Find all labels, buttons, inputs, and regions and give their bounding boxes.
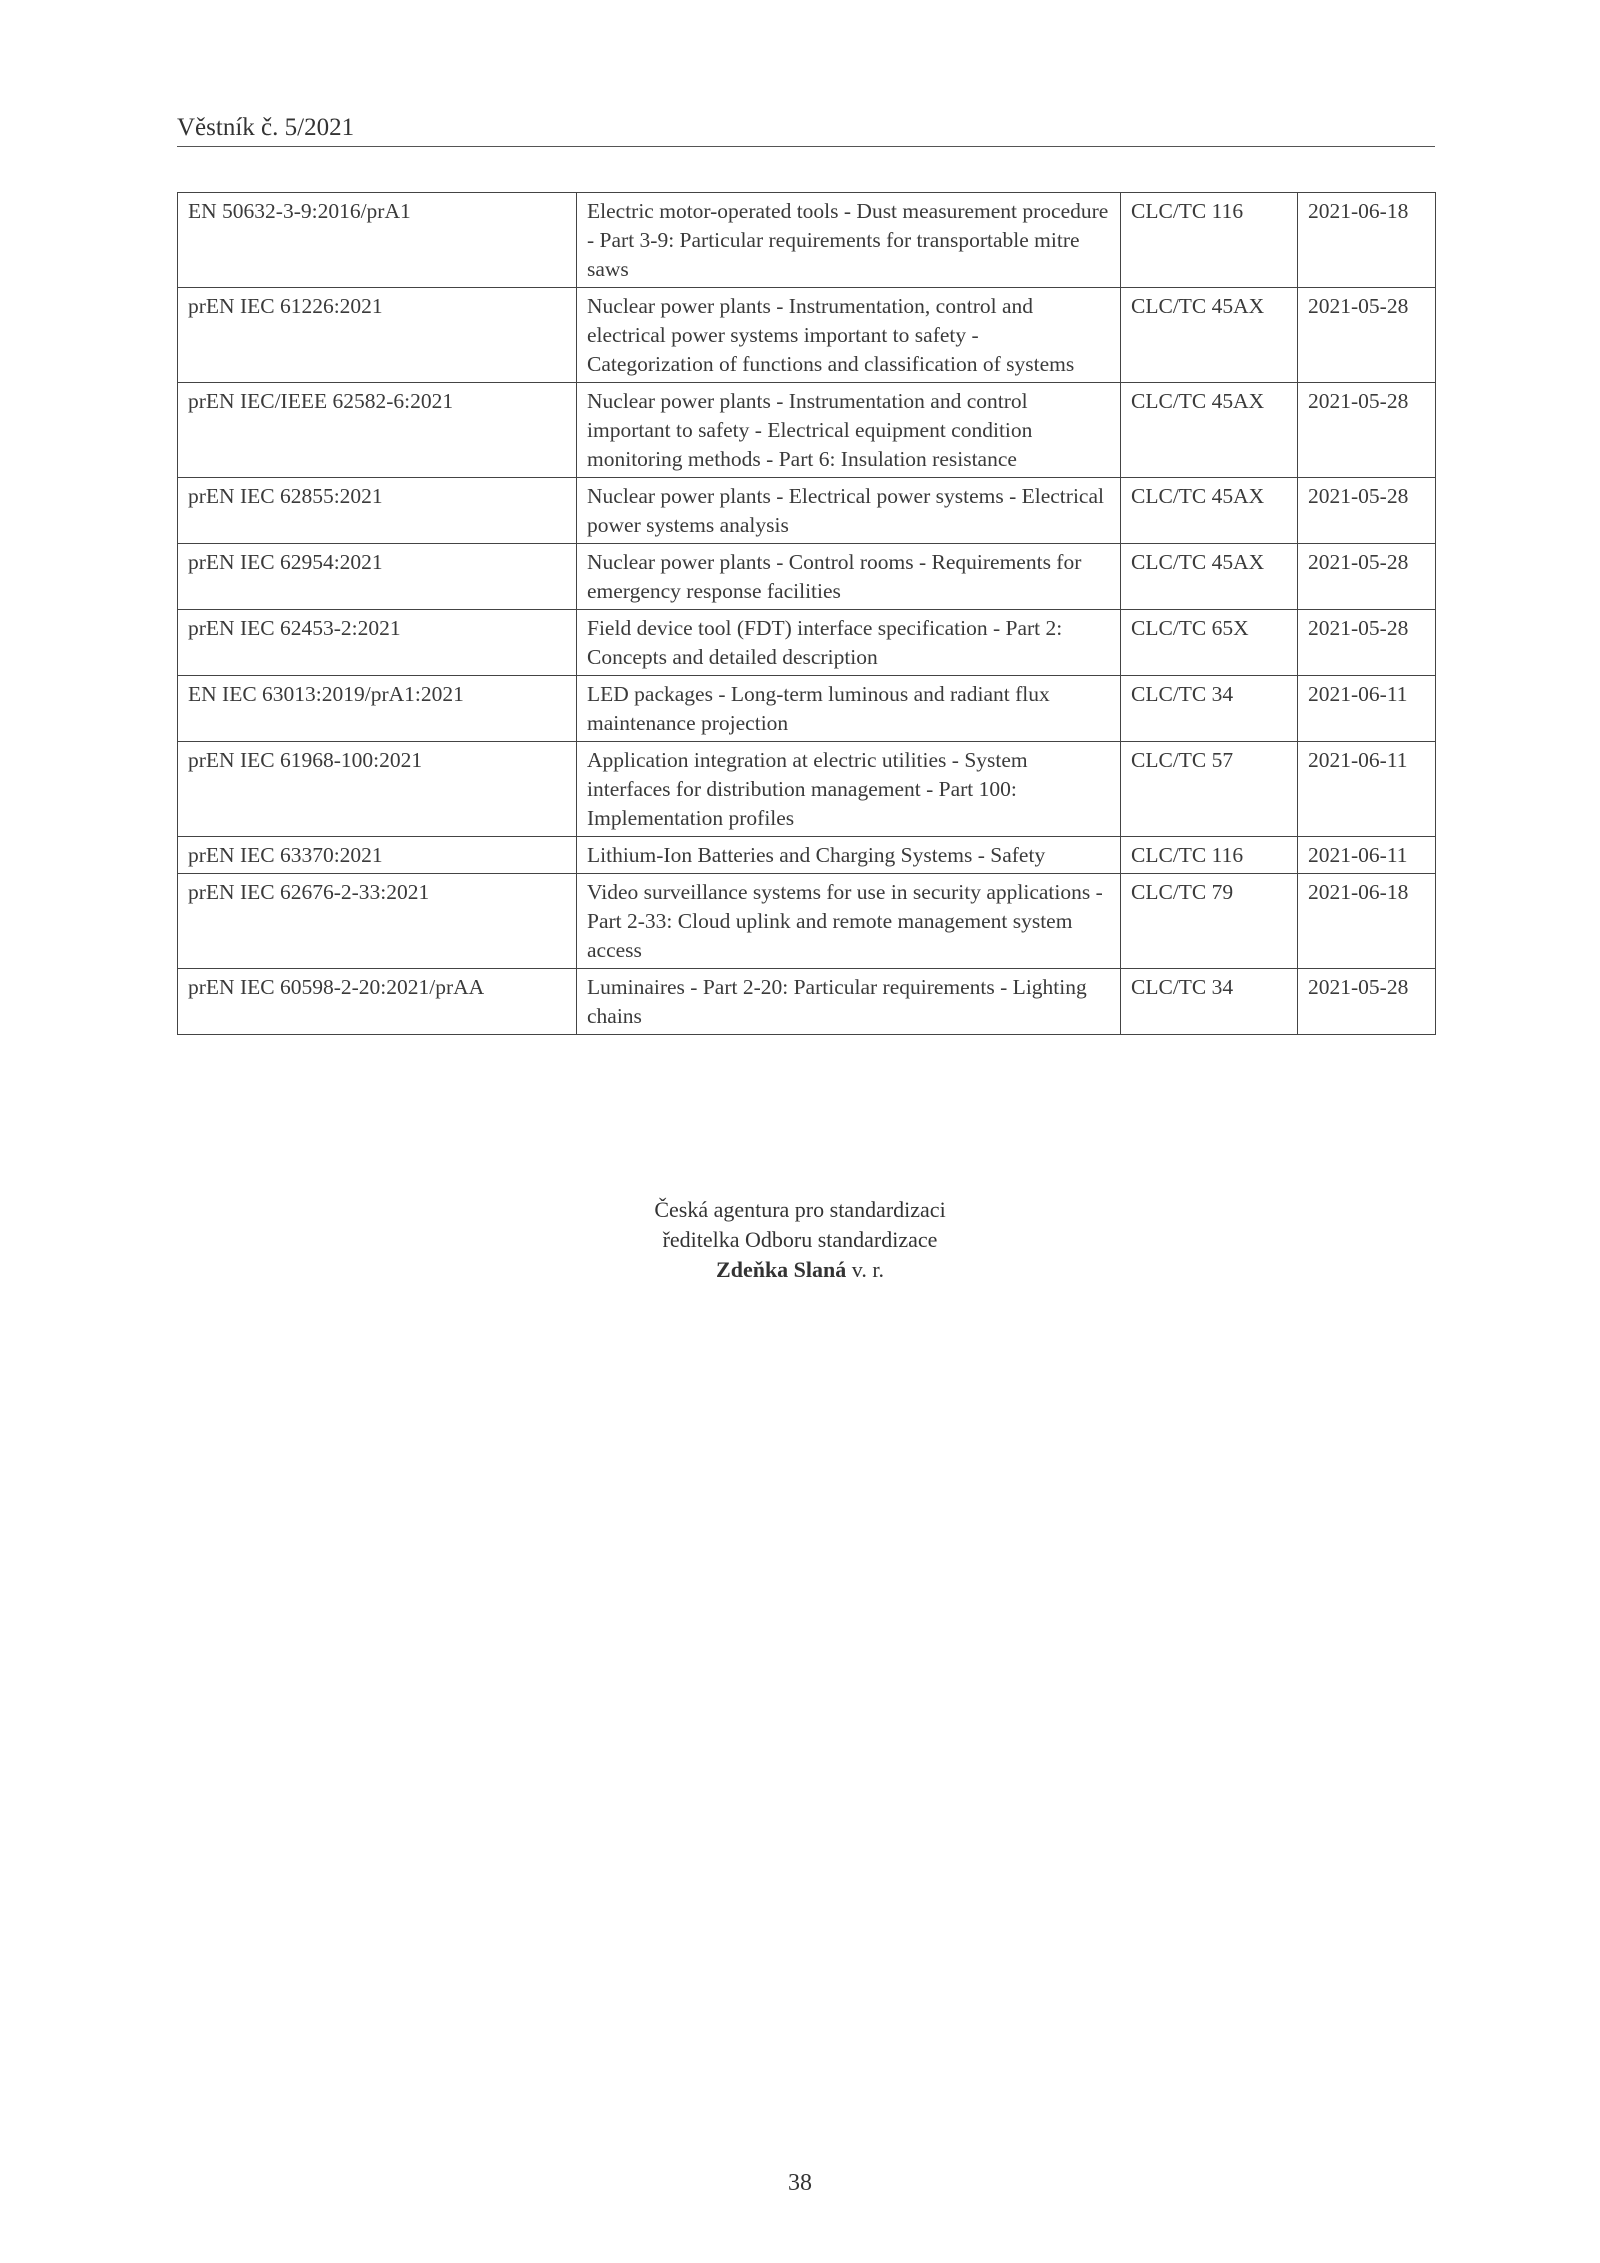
committee-cell: CLC/TC 65X (1121, 610, 1298, 676)
standard-title-cell: Luminaires - Part 2-20: Particular requirements - Lighting chains (577, 969, 1121, 1035)
table-row (178, 676, 1436, 742)
standards-table (177, 192, 1436, 1035)
standard-title-cell: Nuclear power plants - Instrumentation and control important to safety - Electrical equipment condition monitoring methods - Part 6: Insulation resistance (577, 383, 1121, 478)
table-row (178, 742, 1436, 837)
table-row (178, 610, 1436, 676)
date-cell: 2021-05-28 (1298, 969, 1436, 1035)
committee-cell: CLC/TC 57 (1121, 742, 1298, 837)
signature-line (0, 1255, 1600, 1285)
standard-title-cell: Nuclear power plants - Control rooms - Requirements for emergency response facilities (577, 544, 1121, 610)
standard-number-cell: prEN IEC/IEEE 62582-6:2021 (178, 383, 577, 478)
date-cell: 2021-05-28 (1298, 478, 1436, 544)
committee-cell: CLC/TC 45AX (1121, 288, 1298, 383)
date-cell: 2021-06-18 (1298, 874, 1436, 969)
page-header (177, 112, 1435, 147)
signature-position: ředitelka Odboru standardizace (662, 1227, 938, 1252)
date-cell: 2021-05-28 (1298, 610, 1436, 676)
standard-number-cell: prEN IEC 62954:2021 (178, 544, 577, 610)
standard-number-cell: prEN IEC 62676-2-33:2021 (178, 874, 577, 969)
committee-cell: CLC/TC 45AX (1121, 544, 1298, 610)
signature-suffix: v. r. (846, 1257, 884, 1282)
committee-cell: CLC/TC 116 (1121, 193, 1298, 288)
standard-title-cell: Lithium-Ion Batteries and Charging Systems - Safety (577, 837, 1121, 874)
standard-title-cell: Nuclear power plants - Instrumentation, control and electrical power systems important to safety - Categorization of functions and classification of systems (577, 288, 1121, 383)
standard-number-cell: prEN IEC 61226:2021 (178, 288, 577, 383)
journal-issue-title: Věstník č. 5/2021 (177, 114, 355, 141)
date-cell: 2021-06-11 (1298, 742, 1436, 837)
standard-title-cell: Field device tool (FDT) interface specification - Part 2: Concepts and detailed description (577, 610, 1121, 676)
committee-cell: CLC/TC 34 (1121, 969, 1298, 1035)
signature-organization: Česká agentura pro standardizaci (654, 1197, 946, 1222)
standard-title-cell: Electric motor-operated tools - Dust measurement procedure - Part 3-9: Particular requirements for transportable mitre saws (577, 193, 1121, 288)
date-cell: 2021-05-28 (1298, 544, 1436, 610)
standard-title-cell: Application integration at electric utilities - System interfaces for distribution management - Part 100: Implementation profiles (577, 742, 1121, 837)
standard-title-cell: Video surveillance systems for use in security applications - Part 2-33: Cloud uplink and remote management system access (577, 874, 1121, 969)
standard-title-cell: LED packages - Long-term luminous and radiant flux maintenance projection (577, 676, 1121, 742)
standard-number-cell: prEN IEC 61968-100:2021 (178, 742, 577, 837)
date-cell: 2021-06-11 (1298, 676, 1436, 742)
standard-number-cell: prEN IEC 63370:2021 (178, 837, 577, 874)
date-cell: 2021-05-28 (1298, 383, 1436, 478)
page-number: 38 (788, 2170, 812, 2196)
table-row (178, 544, 1436, 610)
standard-number-cell: prEN IEC 62453-2:2021 (178, 610, 577, 676)
standard-number-cell: prEN IEC 62855:2021 (178, 478, 577, 544)
table-row (178, 874, 1436, 969)
signature-block (0, 1195, 1600, 1285)
committee-cell: CLC/TC 45AX (1121, 383, 1298, 478)
date-cell: 2021-06-11 (1298, 837, 1436, 874)
table-row (178, 288, 1436, 383)
committee-cell: CLC/TC 34 (1121, 676, 1298, 742)
table-row (178, 478, 1436, 544)
standard-number-cell: EN IEC 63013:2019/prA1:2021 (178, 676, 577, 742)
date-cell: 2021-06-18 (1298, 193, 1436, 288)
committee-cell: CLC/TC 79 (1121, 874, 1298, 969)
standard-number-cell: prEN IEC 60598-2-20:2021/prAA (178, 969, 577, 1035)
date-cell: 2021-05-28 (1298, 288, 1436, 383)
table-row (178, 969, 1436, 1035)
committee-cell: CLC/TC 45AX (1121, 478, 1298, 544)
table-row (178, 193, 1436, 288)
table-row (178, 383, 1436, 478)
standard-title-cell: Nuclear power plants - Electrical power systems - Electrical power systems analysis (577, 478, 1121, 544)
standard-number-cell: EN 50632-3-9:2016/prA1 (178, 193, 577, 288)
signature-name: Zdeňka Slaná (716, 1257, 847, 1282)
table-row (178, 837, 1436, 874)
committee-cell: CLC/TC 116 (1121, 837, 1298, 874)
standards-table-body (178, 193, 1436, 1035)
